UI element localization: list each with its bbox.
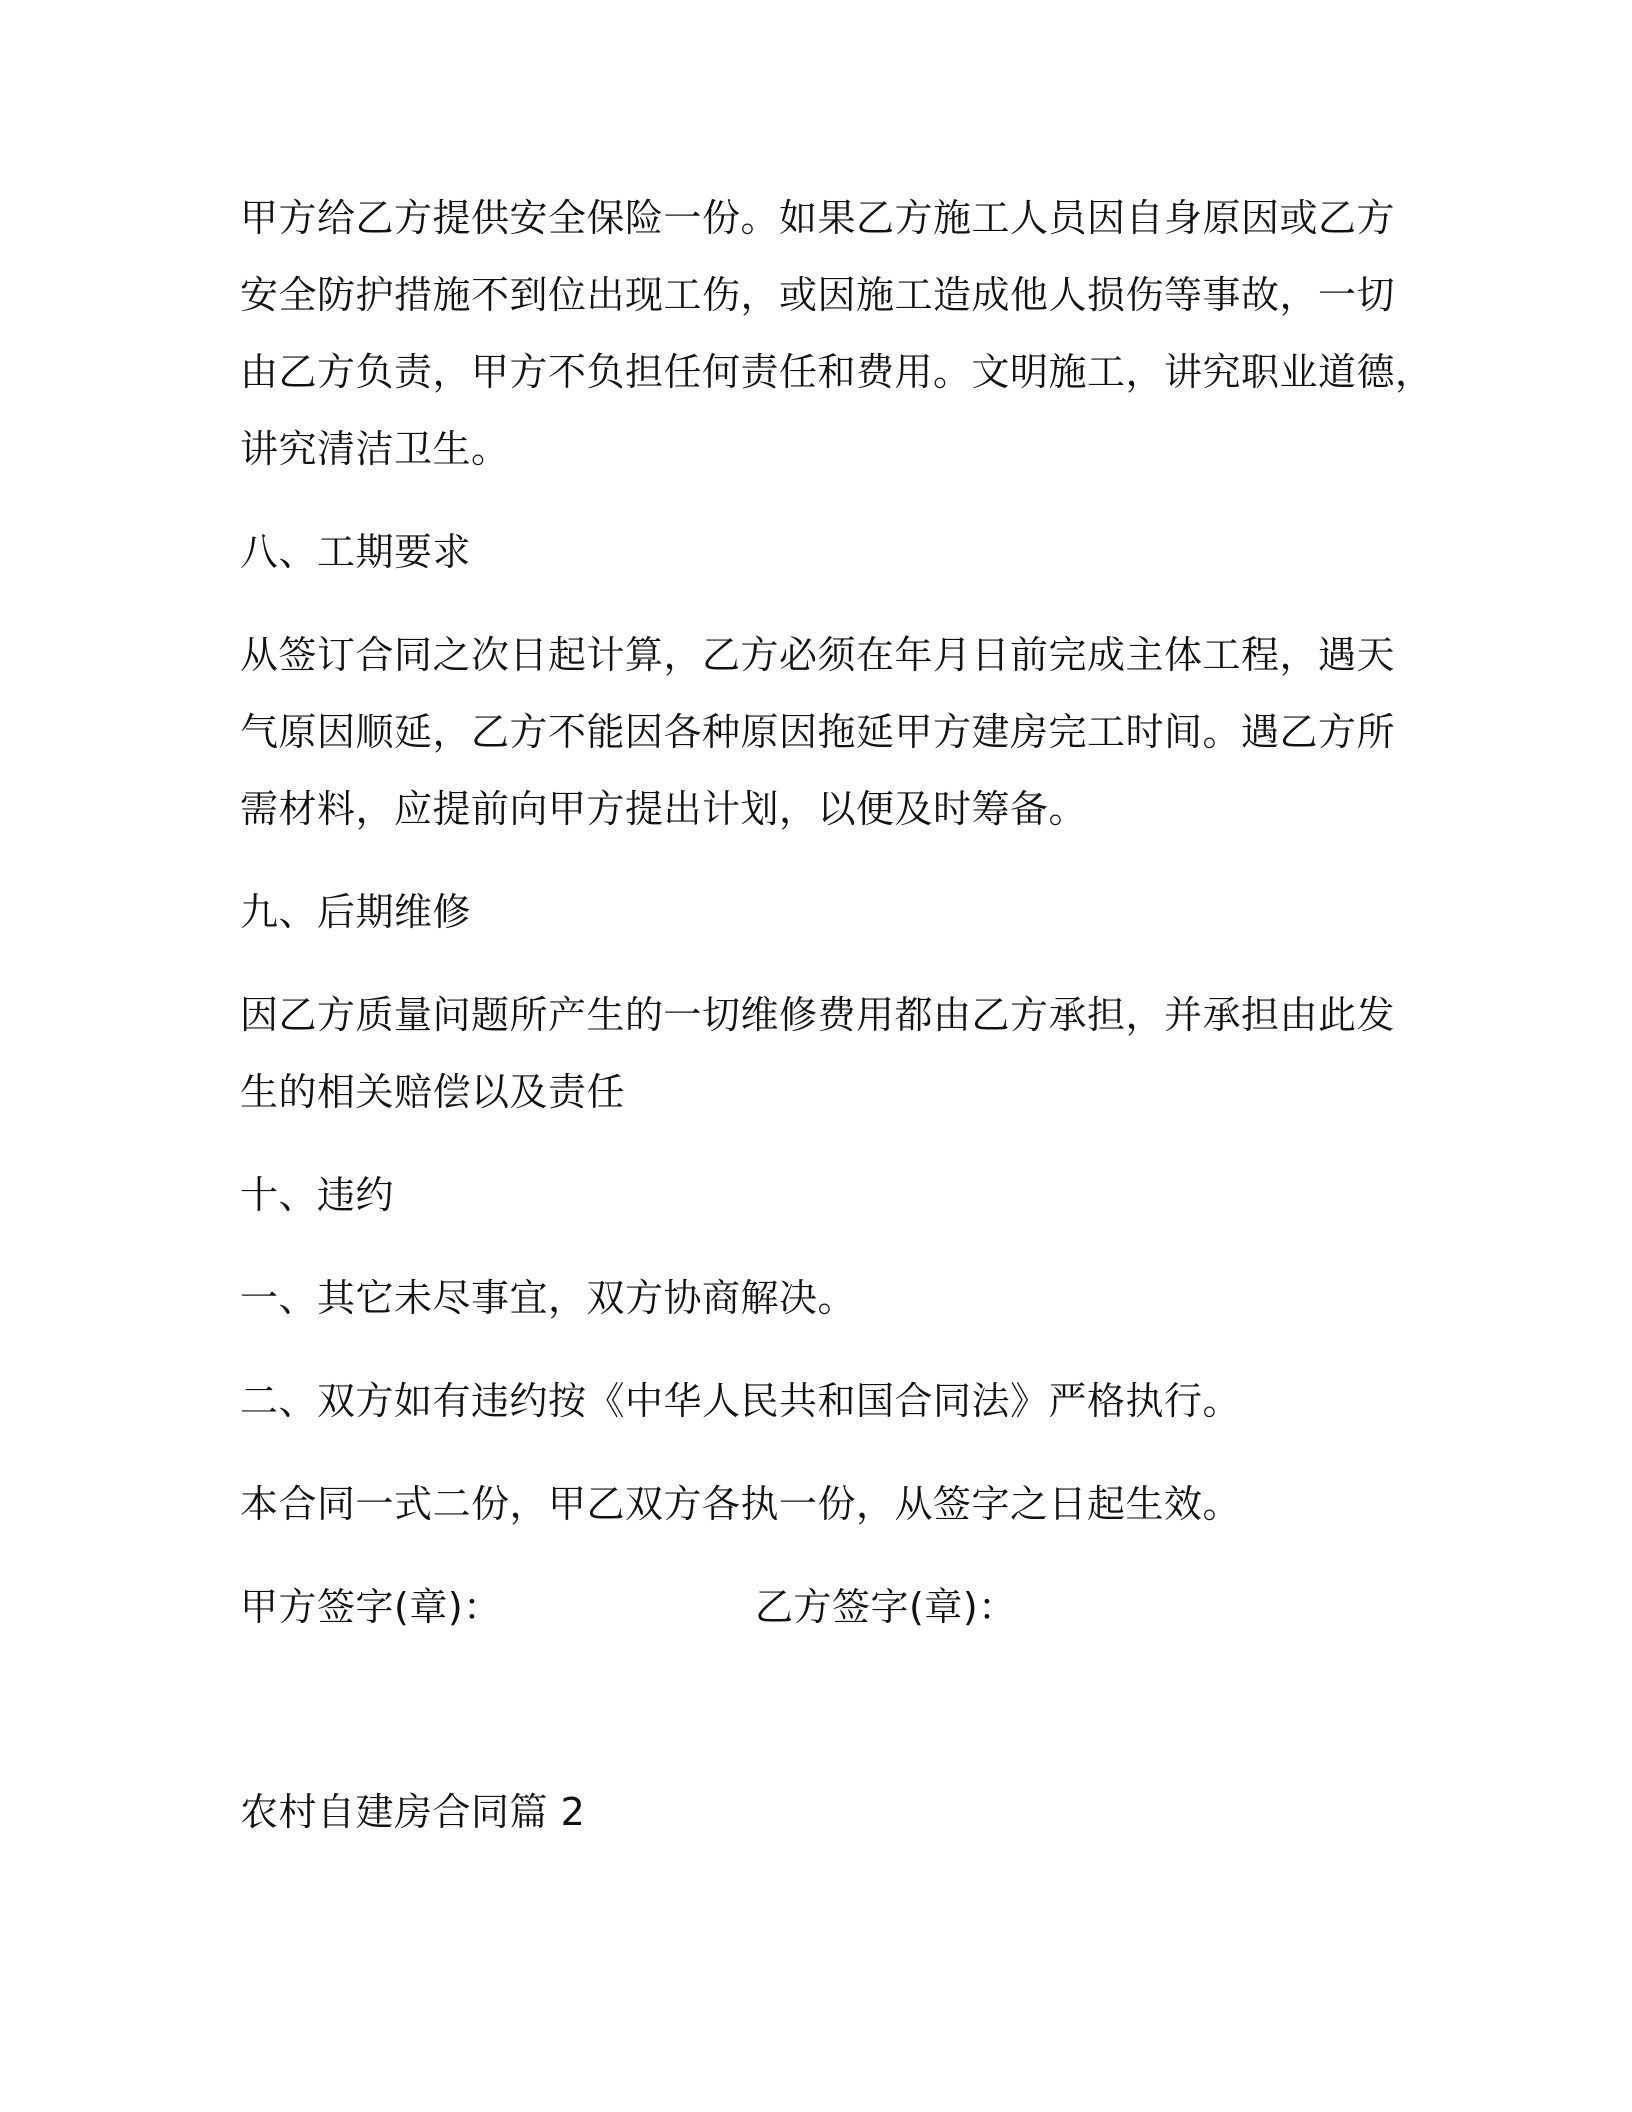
breach-item-1: 一、其它未尽事宜，双方协商解决。 (240, 1276, 857, 1320)
paragraph-maintenance-line-1: 因乙方质量问题所产生的一切维修费用都由乙方承担，并承担由此发 (240, 993, 1396, 1037)
party-a-signature-label: 甲方签字(章)： (240, 1585, 502, 1629)
next-contract-title: 农村自建房合同篇 2 (240, 1790, 586, 1834)
paragraph-insurance-line-4: 讲究清洁卫生。 (240, 427, 510, 471)
paragraph-insurance-line-3: 由乙方负责，甲方不负担任何责任和费用。文明施工，讲究职业道德， (240, 350, 1434, 394)
paragraph-schedule-line-1: 从签订合同之次日起计算，乙方必须在年月日前完成主体工程，遇天 (240, 633, 1396, 677)
paragraph-insurance-line-2: 安全防护措施不到位出现工伤，或因施工造成他人损伤等事故，一切 (240, 273, 1396, 317)
paragraph-maintenance-line-2: 生的相关赔偿以及责任 (240, 1070, 626, 1114)
section-10-heading: 十、违约 (240, 1173, 395, 1217)
paragraph-schedule-line-2: 气原因顺延，乙方不能因各种原因拖延甲方建房完工时间。遇乙方所 (240, 710, 1396, 754)
paragraph-insurance-line-1: 甲方给乙方提供安全保险一份。如果乙方施工人员因自身原因或乙方 (240, 196, 1396, 240)
section-8-heading: 八、工期要求 (240, 530, 472, 574)
contract-copies-clause: 本合同一式二份，甲乙双方各执一份，从签字之日起生效。 (240, 1482, 1242, 1526)
section-9-heading: 九、后期维修 (240, 890, 472, 934)
paragraph-schedule-line-3: 需材料，应提前向甲方提出计划，以便及时筹备。 (240, 787, 1088, 831)
party-b-signature-label: 乙方签字(章)： (755, 1585, 1017, 1629)
breach-item-2: 二、双方如有违约按《中华人民共和国合同法》严格执行。 (240, 1379, 1242, 1423)
